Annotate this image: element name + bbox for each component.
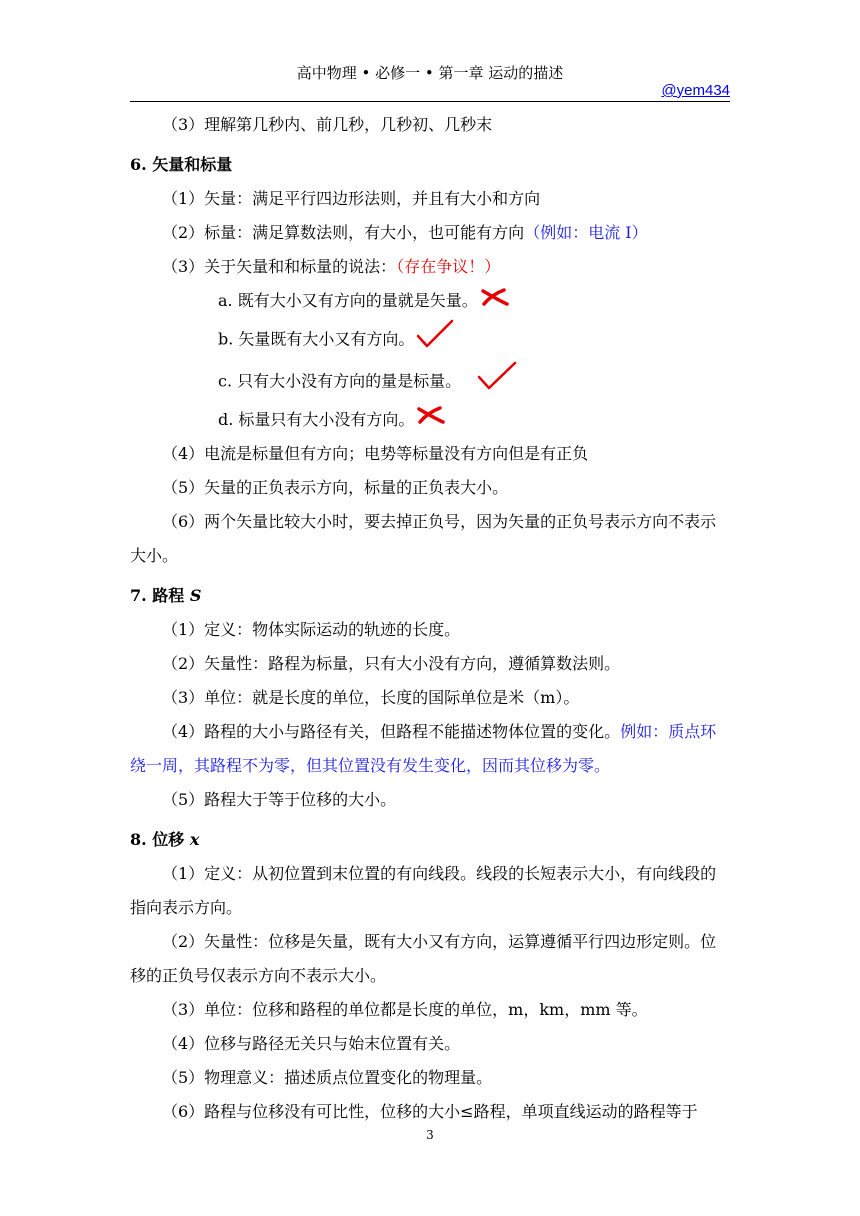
document-body [130,108,730,1129]
check-mark-icon [477,361,517,403]
statement-item-d [130,403,730,438]
cross-mark-icon [480,285,510,319]
heading-text: 7. 路程 [130,586,185,605]
paragraph: （1）矢量：满足平行四边形法则，并且有大小和方向 [162,189,541,208]
paragraph: （2）矢量性：位移是矢量，既有大小又有方向，运算遵循平行四边形定则。位移的正负号仅表示方向不表示大小。 [130,932,717,985]
paragraph-text: （2）标量：满足算数法则，有大小，也可能有方向 [162,223,525,242]
paragraph [130,216,730,250]
symbol-s: S [189,586,202,605]
paragraph: （4）位移与路径无关只与始末位置有关。 [162,1034,461,1053]
section-heading-7 [130,579,730,613]
statement-text: b. 矢量既有大小又有方向。 [218,329,415,348]
example-note: 例如：质点环绕一周，其路程不为零，但其位置没有发生变化，因而其位移为零。 [130,722,717,775]
cross-mark-icon [416,403,446,437]
statement-text: c. 只有大小没有方向的量是标量。 [218,371,462,390]
paragraph-text: （3）关于矢量和和标量的说法： [162,257,397,276]
statement-item-c [130,361,730,403]
paragraph: （3）理解第几秒内、前几秒，几秒初、几秒末 [162,115,493,134]
statement-text: a. 既有大小又有方向的量就是矢量。 [218,291,478,310]
paragraph: （6）路程与位移没有可比性，位移的大小≤路程，单项直线运动的路程等于 [162,1102,698,1121]
paragraph: （1）定义：物体实际运动的轨迹的长度。 [162,620,461,639]
header-divider [130,101,730,102]
example-note: （例如：电流 I） [524,223,648,242]
page-header: 高中物理 • 必修一 • 第一章 运动的描述 [296,64,564,82]
statement-item-b [130,319,730,361]
paragraph: （4）电流是标量但有方向；电势等标量没有方向但是有正负 [162,444,589,463]
paragraph: （6）两个矢量比较大小时，要去掉正负号，因为矢量的正负号表示方向不表示大小。 [130,512,717,565]
statement-text: d. 标量只有大小没有方向。 [218,409,415,429]
symbol-x: x [189,830,200,849]
paragraph-text: （4）路程的大小与路径有关，但路程不能描述物体位置的变化。 [162,722,621,741]
controversy-note: （存在争议！） [396,257,501,276]
paragraph: （5）矢量的正负表示方向，标量的正负表大小。 [162,478,509,497]
paragraph [130,715,730,783]
paragraph: （3）单位：位移和路程的单位都是长度的单位，m，km，mm 等。 [162,1000,648,1019]
author-link[interactable]: @yem434 [661,82,730,99]
paragraph: （5）路程大于等于位移的大小。 [162,790,397,809]
paragraph [130,250,730,284]
page-number: 3 [426,1128,434,1142]
paragraph: （5）物理意义：描述质点位置变化的物理量。 [162,1068,493,1087]
paragraph: （3）单位：就是长度的单位，长度的国际单位是米（m）。 [162,688,580,707]
statement-item-a [130,284,730,319]
section-heading-6: 6. 矢量和标量 [130,155,233,174]
section-heading-8 [130,823,730,857]
check-mark-icon [416,319,454,361]
paragraph: （2）矢量性：路程为标量，只有大小没有方向，遵循算数法则。 [162,654,621,673]
paragraph: （1）定义：从初位置到末位置的有向线段。线段的长短表示大小，有向线段的指向表示方向。 [130,864,717,917]
heading-text: 8. 位移 [130,830,185,849]
